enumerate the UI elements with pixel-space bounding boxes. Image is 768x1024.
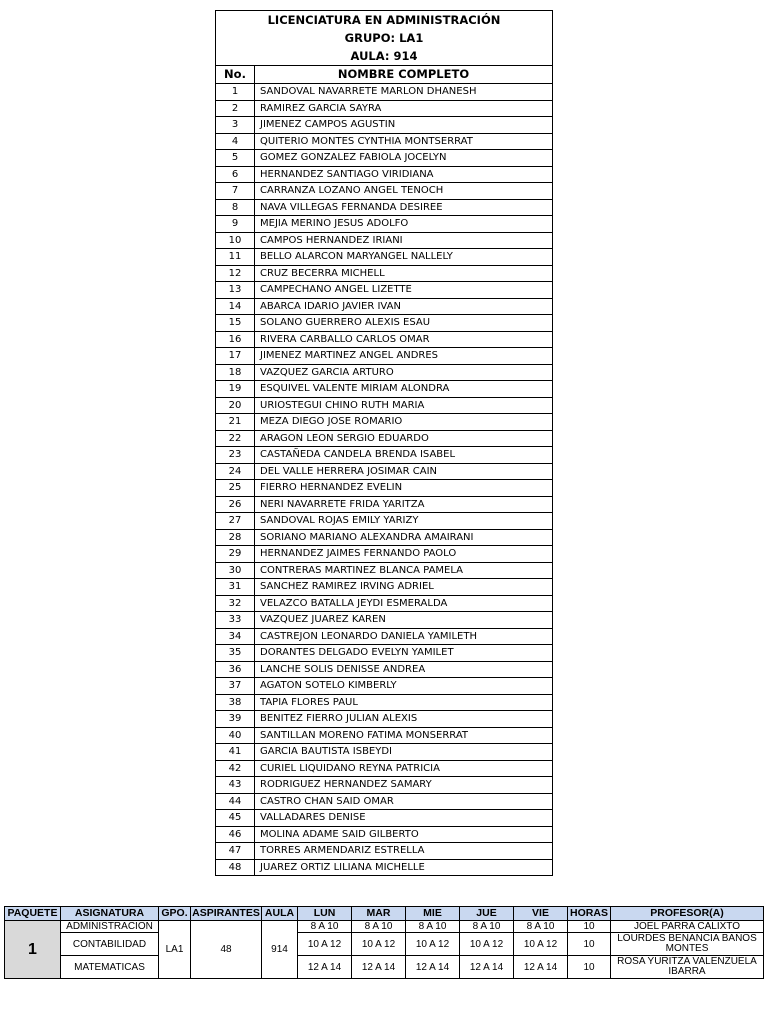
- student-row: [216, 694, 553, 711]
- subject-cell: CONTABILIDAD: [61, 933, 159, 956]
- schedule-col-header: JUE: [460, 907, 514, 921]
- student-name: QUITERIO MONTES CYNTHIA MONTSERRAT: [255, 133, 553, 150]
- student-name: SANCHEZ RAMIREZ IRVING ADRIEL: [255, 579, 553, 596]
- vie-cell: 10 A 12: [514, 933, 568, 956]
- student-row: [216, 777, 553, 794]
- student-row: [216, 711, 553, 728]
- student-name: HERNANDEZ SANTIAGO VIRIDIANA: [255, 166, 553, 183]
- student-row: [216, 265, 553, 282]
- roster-group: GRUPO: LA1: [216, 29, 553, 47]
- student-name: JIMENEZ MARTINEZ ANGEL ANDRES: [255, 348, 553, 365]
- student-number: 2: [216, 100, 255, 117]
- schedule-col-header: PAQUETE: [5, 907, 61, 921]
- student-name: RIVERA CARBALLO CARLOS OMAR: [255, 331, 553, 348]
- roster-room: AULA: 914: [216, 47, 553, 66]
- student-row: [216, 100, 553, 117]
- student-row: [216, 199, 553, 216]
- schedule-col-header: PROFESOR(A): [611, 907, 764, 921]
- col-header-no: No.: [216, 66, 255, 84]
- student-row: [216, 496, 553, 513]
- student-name: CURIEL LIQUIDANO REYNA PATRICIA: [255, 760, 553, 777]
- student-row: [216, 628, 553, 645]
- student-row: [216, 843, 553, 860]
- student-name: CRUZ BECERRA MICHELL: [255, 265, 553, 282]
- jue-cell: 12 A 14: [460, 956, 514, 979]
- student-number: 48: [216, 859, 255, 876]
- profesor-cell: ROSA YURITZA VALENZUELA IBARRA: [611, 956, 764, 979]
- horas-cell: 10: [568, 956, 611, 979]
- student-number: 15: [216, 315, 255, 332]
- student-row: [216, 612, 553, 629]
- student-row: [216, 678, 553, 695]
- student-number: 22: [216, 430, 255, 447]
- student-number: 42: [216, 760, 255, 777]
- col-header-name: NOMBRE COMPLETO: [255, 66, 553, 84]
- student-name: CARRANZA LOZANO ANGEL TENOCH: [255, 183, 553, 200]
- student-number: 24: [216, 463, 255, 480]
- student-number: 5: [216, 150, 255, 167]
- student-row: [216, 744, 553, 761]
- student-row: [216, 562, 553, 579]
- student-name: VELAZCO BATALLA JEYDI ESMERALDA: [255, 595, 553, 612]
- student-name: MEZA DIEGO JOSE ROMARIO: [255, 414, 553, 431]
- student-name: CAMPECHANO ANGEL LIZETTE: [255, 282, 553, 299]
- student-number: 14: [216, 298, 255, 315]
- vie-cell: 8 A 10: [514, 921, 568, 933]
- group-cell: LA1: [159, 921, 191, 979]
- profesor-cell: LOURDES BENANCIA BAÑOS MONTES: [611, 933, 764, 956]
- student-number: 37: [216, 678, 255, 695]
- student-row: [216, 546, 553, 563]
- student-row: [216, 232, 553, 249]
- student-number: 9: [216, 216, 255, 233]
- student-name: LANCHE SOLIS DENISSE ANDREA: [255, 661, 553, 678]
- student-name: VALLADARES DENISE: [255, 810, 553, 827]
- student-row: [216, 727, 553, 744]
- student-number: 30: [216, 562, 255, 579]
- jue-cell: 8 A 10: [460, 921, 514, 933]
- student-number: 34: [216, 628, 255, 645]
- student-row: [216, 810, 553, 827]
- horas-cell: 10: [568, 921, 611, 933]
- student-number: 17: [216, 348, 255, 365]
- schedule-col-header: MAR: [352, 907, 406, 921]
- student-row: [216, 183, 553, 200]
- roster-group-row: [216, 29, 553, 47]
- student-name: BELLO ALARCON MARYANGEL NALLELY: [255, 249, 553, 266]
- student-name: GOMEZ GONZALEZ FABIOLA JOCELYN: [255, 150, 553, 167]
- roster-column-header-row: [216, 66, 553, 84]
- student-name: FIERRO HERNANDEZ EVELIN: [255, 480, 553, 497]
- student-number: 35: [216, 645, 255, 662]
- student-name: DORANTES DELGADO EVELYN YAMILET: [255, 645, 553, 662]
- student-name: MOLINA ADAME SAID GILBERTO: [255, 826, 553, 843]
- student-row: [216, 447, 553, 464]
- mie-cell: 10 A 12: [406, 933, 460, 956]
- student-name: NAVA VILLEGAS FERNANDA DESIREE: [255, 199, 553, 216]
- mar-cell: 10 A 12: [352, 933, 406, 956]
- aula-cell: 914: [262, 921, 298, 979]
- student-number: 40: [216, 727, 255, 744]
- student-number: 38: [216, 694, 255, 711]
- schedule-col-header: LUN: [298, 907, 352, 921]
- student-row: [216, 793, 553, 810]
- student-number: 1: [216, 84, 255, 101]
- roster-title: LICENCIATURA EN ADMINISTRACIÓN: [216, 11, 553, 30]
- student-name: SORIANO MARIANO ALEXANDRA AMAIRANI: [255, 529, 553, 546]
- student-row: [216, 117, 553, 134]
- student-row: [216, 579, 553, 596]
- student-number: 31: [216, 579, 255, 596]
- student-roster-table: [215, 10, 553, 876]
- student-row: [216, 430, 553, 447]
- horas-cell: 10: [568, 933, 611, 956]
- lun-cell: 10 A 12: [298, 933, 352, 956]
- student-number: 11: [216, 249, 255, 266]
- mie-cell: 8 A 10: [406, 921, 460, 933]
- aspirantes-cell: 48: [191, 921, 262, 979]
- student-number: 21: [216, 414, 255, 431]
- schedule-row: [5, 933, 764, 956]
- student-name: CASTAÑEDA CANDELA BRENDA ISABEL: [255, 447, 553, 464]
- student-row: [216, 249, 553, 266]
- student-number: 27: [216, 513, 255, 530]
- profesor-cell: JOEL PARRA CALIXTO: [611, 921, 764, 933]
- student-row: [216, 414, 553, 431]
- subject-cell: ADMINISTRACION: [61, 921, 159, 933]
- student-row: [216, 760, 553, 777]
- student-name: CASTREJON LEONARDO DANIELA YAMILETH: [255, 628, 553, 645]
- student-name: RAMIREZ GARCIA SAYRA: [255, 100, 553, 117]
- student-name: SOLANO GUERRERO ALEXIS ESAU: [255, 315, 553, 332]
- student-name: VAZQUEZ JUAREZ KAREN: [255, 612, 553, 629]
- student-row: [216, 315, 553, 332]
- student-name: RODRIGUEZ HERNANDEZ SAMARY: [255, 777, 553, 794]
- student-name: SANTILLAN MORENO FATIMA MONSERRAT: [255, 727, 553, 744]
- student-number: 3: [216, 117, 255, 134]
- student-number: 25: [216, 480, 255, 497]
- student-row: [216, 348, 553, 365]
- student-row: [216, 331, 553, 348]
- student-name: URIOSTEGUI CHINO RUTH MARIA: [255, 397, 553, 414]
- student-row: [216, 859, 553, 876]
- student-row: [216, 166, 553, 183]
- schedule-col-header: VIE: [514, 907, 568, 921]
- schedule-row: [5, 921, 764, 933]
- student-row: [216, 298, 553, 315]
- student-number: 13: [216, 282, 255, 299]
- student-number: 32: [216, 595, 255, 612]
- student-name: SANDOVAL NAVARRETE MARLON DHANESH: [255, 84, 553, 101]
- student-number: 16: [216, 331, 255, 348]
- student-row: [216, 480, 553, 497]
- student-row: [216, 463, 553, 480]
- student-name: MEJIA MERINO JESUS ADOLFO: [255, 216, 553, 233]
- student-row: [216, 381, 553, 398]
- schedule-header-row: [5, 907, 764, 921]
- student-number: 28: [216, 529, 255, 546]
- student-number: 47: [216, 843, 255, 860]
- student-name: AGATON SOTELO KIMBERLY: [255, 678, 553, 695]
- student-name: GARCIA BAUTISTA ISBEYDI: [255, 744, 553, 761]
- jue-cell: 10 A 12: [460, 933, 514, 956]
- student-name: ARAGON LEON SERGIO EDUARDO: [255, 430, 553, 447]
- paquete-cell: 1: [5, 921, 61, 979]
- schedule-col-header: AULA: [262, 907, 298, 921]
- student-row: [216, 661, 553, 678]
- student-name: JUAREZ ORTIZ LILIANA MICHELLE: [255, 859, 553, 876]
- student-name: ESQUIVEL VALENTE MIRIAM ALONDRA: [255, 381, 553, 398]
- student-number: 26: [216, 496, 255, 513]
- roster-title-row: [216, 11, 553, 30]
- student-row: [216, 513, 553, 530]
- schedule-col-header: HORAS: [568, 907, 611, 921]
- schedule-table: [4, 906, 764, 979]
- student-number: 20: [216, 397, 255, 414]
- student-row: [216, 529, 553, 546]
- student-row: [216, 216, 553, 233]
- student-number: 43: [216, 777, 255, 794]
- student-number: 46: [216, 826, 255, 843]
- student-number: 29: [216, 546, 255, 563]
- student-row: [216, 133, 553, 150]
- student-name: SANDOVAL ROJAS EMILY YARIZY: [255, 513, 553, 530]
- roster-room-row: [216, 47, 553, 66]
- student-number: 10: [216, 232, 255, 249]
- student-number: 18: [216, 364, 255, 381]
- student-name: BENITEZ FIERRO JULIAN ALEXIS: [255, 711, 553, 728]
- student-name: CASTRO CHAN SAID OMAR: [255, 793, 553, 810]
- student-row: [216, 150, 553, 167]
- student-name: TORRES ARMENDARIZ ESTRELLA: [255, 843, 553, 860]
- student-number: 6: [216, 166, 255, 183]
- lun-cell: 12 A 14: [298, 956, 352, 979]
- student-number: 8: [216, 199, 255, 216]
- lun-cell: 8 A 10: [298, 921, 352, 933]
- schedule-row: [5, 956, 764, 979]
- student-number: 39: [216, 711, 255, 728]
- student-row: [216, 645, 553, 662]
- roster-body: [216, 84, 553, 876]
- student-number: 44: [216, 793, 255, 810]
- student-number: 4: [216, 133, 255, 150]
- vie-cell: 12 A 14: [514, 956, 568, 979]
- student-name: ABARCA IDARIO JAVIER IVAN: [255, 298, 553, 315]
- student-number: 7: [216, 183, 255, 200]
- student-number: 23: [216, 447, 255, 464]
- student-row: [216, 282, 553, 299]
- student-number: 12: [216, 265, 255, 282]
- mar-cell: 8 A 10: [352, 921, 406, 933]
- student-row: [216, 397, 553, 414]
- student-number: 41: [216, 744, 255, 761]
- subject-cell: MATEMATICAS: [61, 956, 159, 979]
- student-name: VAZQUEZ GARCIA ARTURO: [255, 364, 553, 381]
- mie-cell: 12 A 14: [406, 956, 460, 979]
- student-row: [216, 595, 553, 612]
- student-number: 19: [216, 381, 255, 398]
- schedule-col-header: ASIGNATURA: [61, 907, 159, 921]
- student-row: [216, 826, 553, 843]
- student-name: CAMPOS HERNANDEZ IRIANI: [255, 232, 553, 249]
- mar-cell: 12 A 14: [352, 956, 406, 979]
- student-name: HERNANDEZ JAIMES FERNANDO PAOLO: [255, 546, 553, 563]
- student-row: [216, 84, 553, 101]
- schedule-col-header: MIE: [406, 907, 460, 921]
- student-number: 33: [216, 612, 255, 629]
- student-name: CONTRERAS MARTINEZ BLANCA PAMELA: [255, 562, 553, 579]
- student-name: TAPIA FLORES PAUL: [255, 694, 553, 711]
- student-number: 45: [216, 810, 255, 827]
- student-number: 36: [216, 661, 255, 678]
- student-name: JIMENEZ CAMPOS AGUSTIN: [255, 117, 553, 134]
- student-row: [216, 364, 553, 381]
- schedule-col-header: GPO.: [159, 907, 191, 921]
- student-name: DEL VALLE HERRERA JOSIMAR CAIN: [255, 463, 553, 480]
- student-name: NERI NAVARRETE FRIDA YARITZA: [255, 496, 553, 513]
- schedule-col-header: ASPIRANTES: [192, 907, 260, 919]
